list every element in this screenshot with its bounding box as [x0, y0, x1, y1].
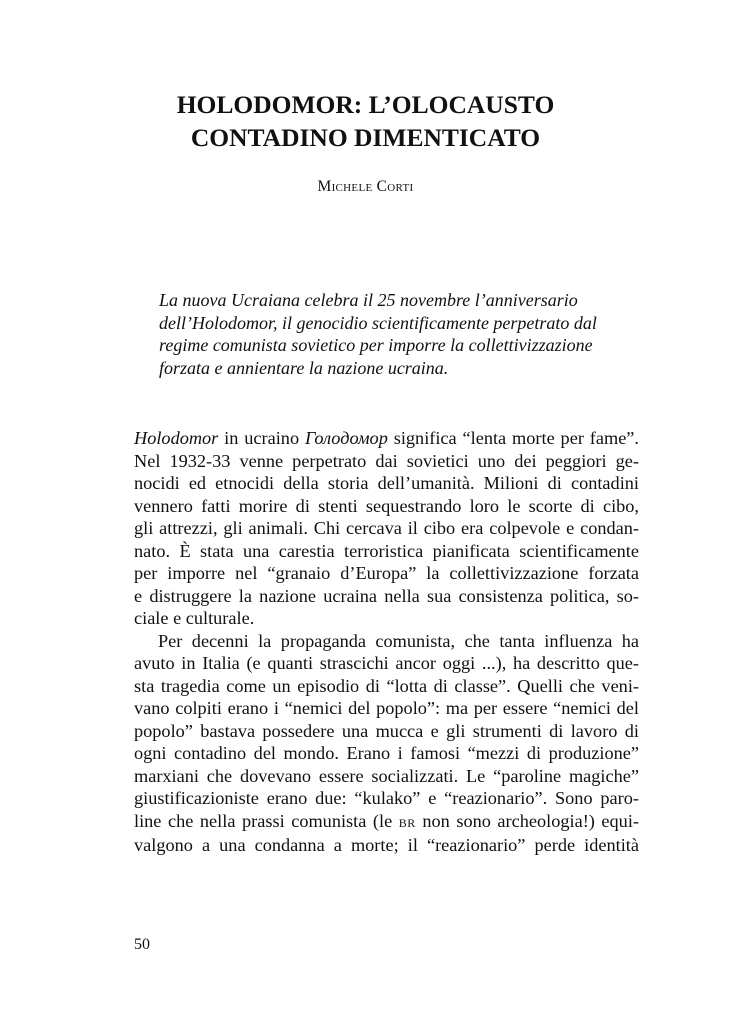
body-line: vennero fatti morire di stenti sequestrando loro le scorte di cibo, [134, 495, 639, 516]
body-line: nocidi ed etnocidi della storia dell’umanità. Milioni di contadini [134, 473, 639, 493]
body-line [134, 810, 639, 835]
cyrillic-term: Голодомор [304, 428, 388, 448]
body-line: nato. È stata una carestia terroristica pianificata scientificamente [134, 540, 639, 561]
body-line: vano colpiti erano i “nemici del popolo”: ma per essere “nemici del [134, 698, 639, 718]
body-fragment: line che nella prassi comunista (le [134, 810, 399, 831]
body-line: popolo” bastava possedere una mucca e gli strumenti di lavoro di [134, 720, 639, 741]
page-number: 50 [134, 936, 150, 953]
body-line: Nel 1932-33 venne perpetrato dai sovietici uno dei peggiori ge- [134, 450, 639, 471]
body-fragment: significa “lenta morte per fame”. [387, 428, 639, 448]
abstract-line: regime comunista sovietico per imporre la collettivizzazione [159, 335, 593, 355]
body-line: avuto in Italia (e quanti strascichi ancor oggi ...), ha descritto que- [134, 653, 639, 673]
body-line [134, 427, 639, 450]
page-title [0, 88, 731, 154]
holodomor-term: Holodomor [134, 428, 219, 448]
body-text [134, 427, 639, 857]
body-line: ciale e culturale. [134, 608, 255, 628]
body-line: per imporre nel “granaio d’Europa” la collettivizzazione forzata [134, 563, 639, 583]
body-line: gli attrezzi, gli animali. Chi cercava il cibo era colpevole e condan- [134, 518, 639, 538]
title-line-1: HOLODOMOR: L’OLOCAUSTO [176, 90, 555, 119]
body-line: sta tragedia come un episodio di “lotta di classe”. Quelli che veni- [134, 675, 639, 696]
body-line: ogni contadino del mondo. Erano i famosi “mezzi di produzione” [134, 743, 639, 763]
br-abbreviation: BR [398, 815, 416, 830]
body-fragment: non sono archeologia!) equi- [415, 810, 639, 831]
body-line: giustificazioniste erano due: “kulako” e “reazionario”. Sono paro- [134, 788, 639, 808]
body-line: Per decenni la propaganda comunista, che tanta influenza ha [158, 630, 639, 651]
body-fragment: in ucraino [218, 428, 305, 448]
title-line-2: CONTADINO DIMENTICATO [190, 123, 541, 152]
author-name: Michele Corti [317, 178, 414, 195]
body-line: marxiani che dovevano essere socializzati. Le “paroline magiche” [134, 765, 639, 786]
body-line: e distruggere la nazione ucraina nella sua consistenza politica, so- [134, 585, 639, 606]
body-line: valgono a una condanna a morte; il “reazionario” perde identità [134, 835, 639, 855]
abstract-line: La nuova Ucraiana celebra il 25 novembre l’anniversario [159, 290, 578, 310]
abstract-line: forzata e annientare la nazione ucraina. [159, 357, 449, 378]
abstract [159, 289, 629, 379]
abstract-line: dell’Holodomor, il genocidio scientificamente perpetrato dal [159, 312, 597, 333]
